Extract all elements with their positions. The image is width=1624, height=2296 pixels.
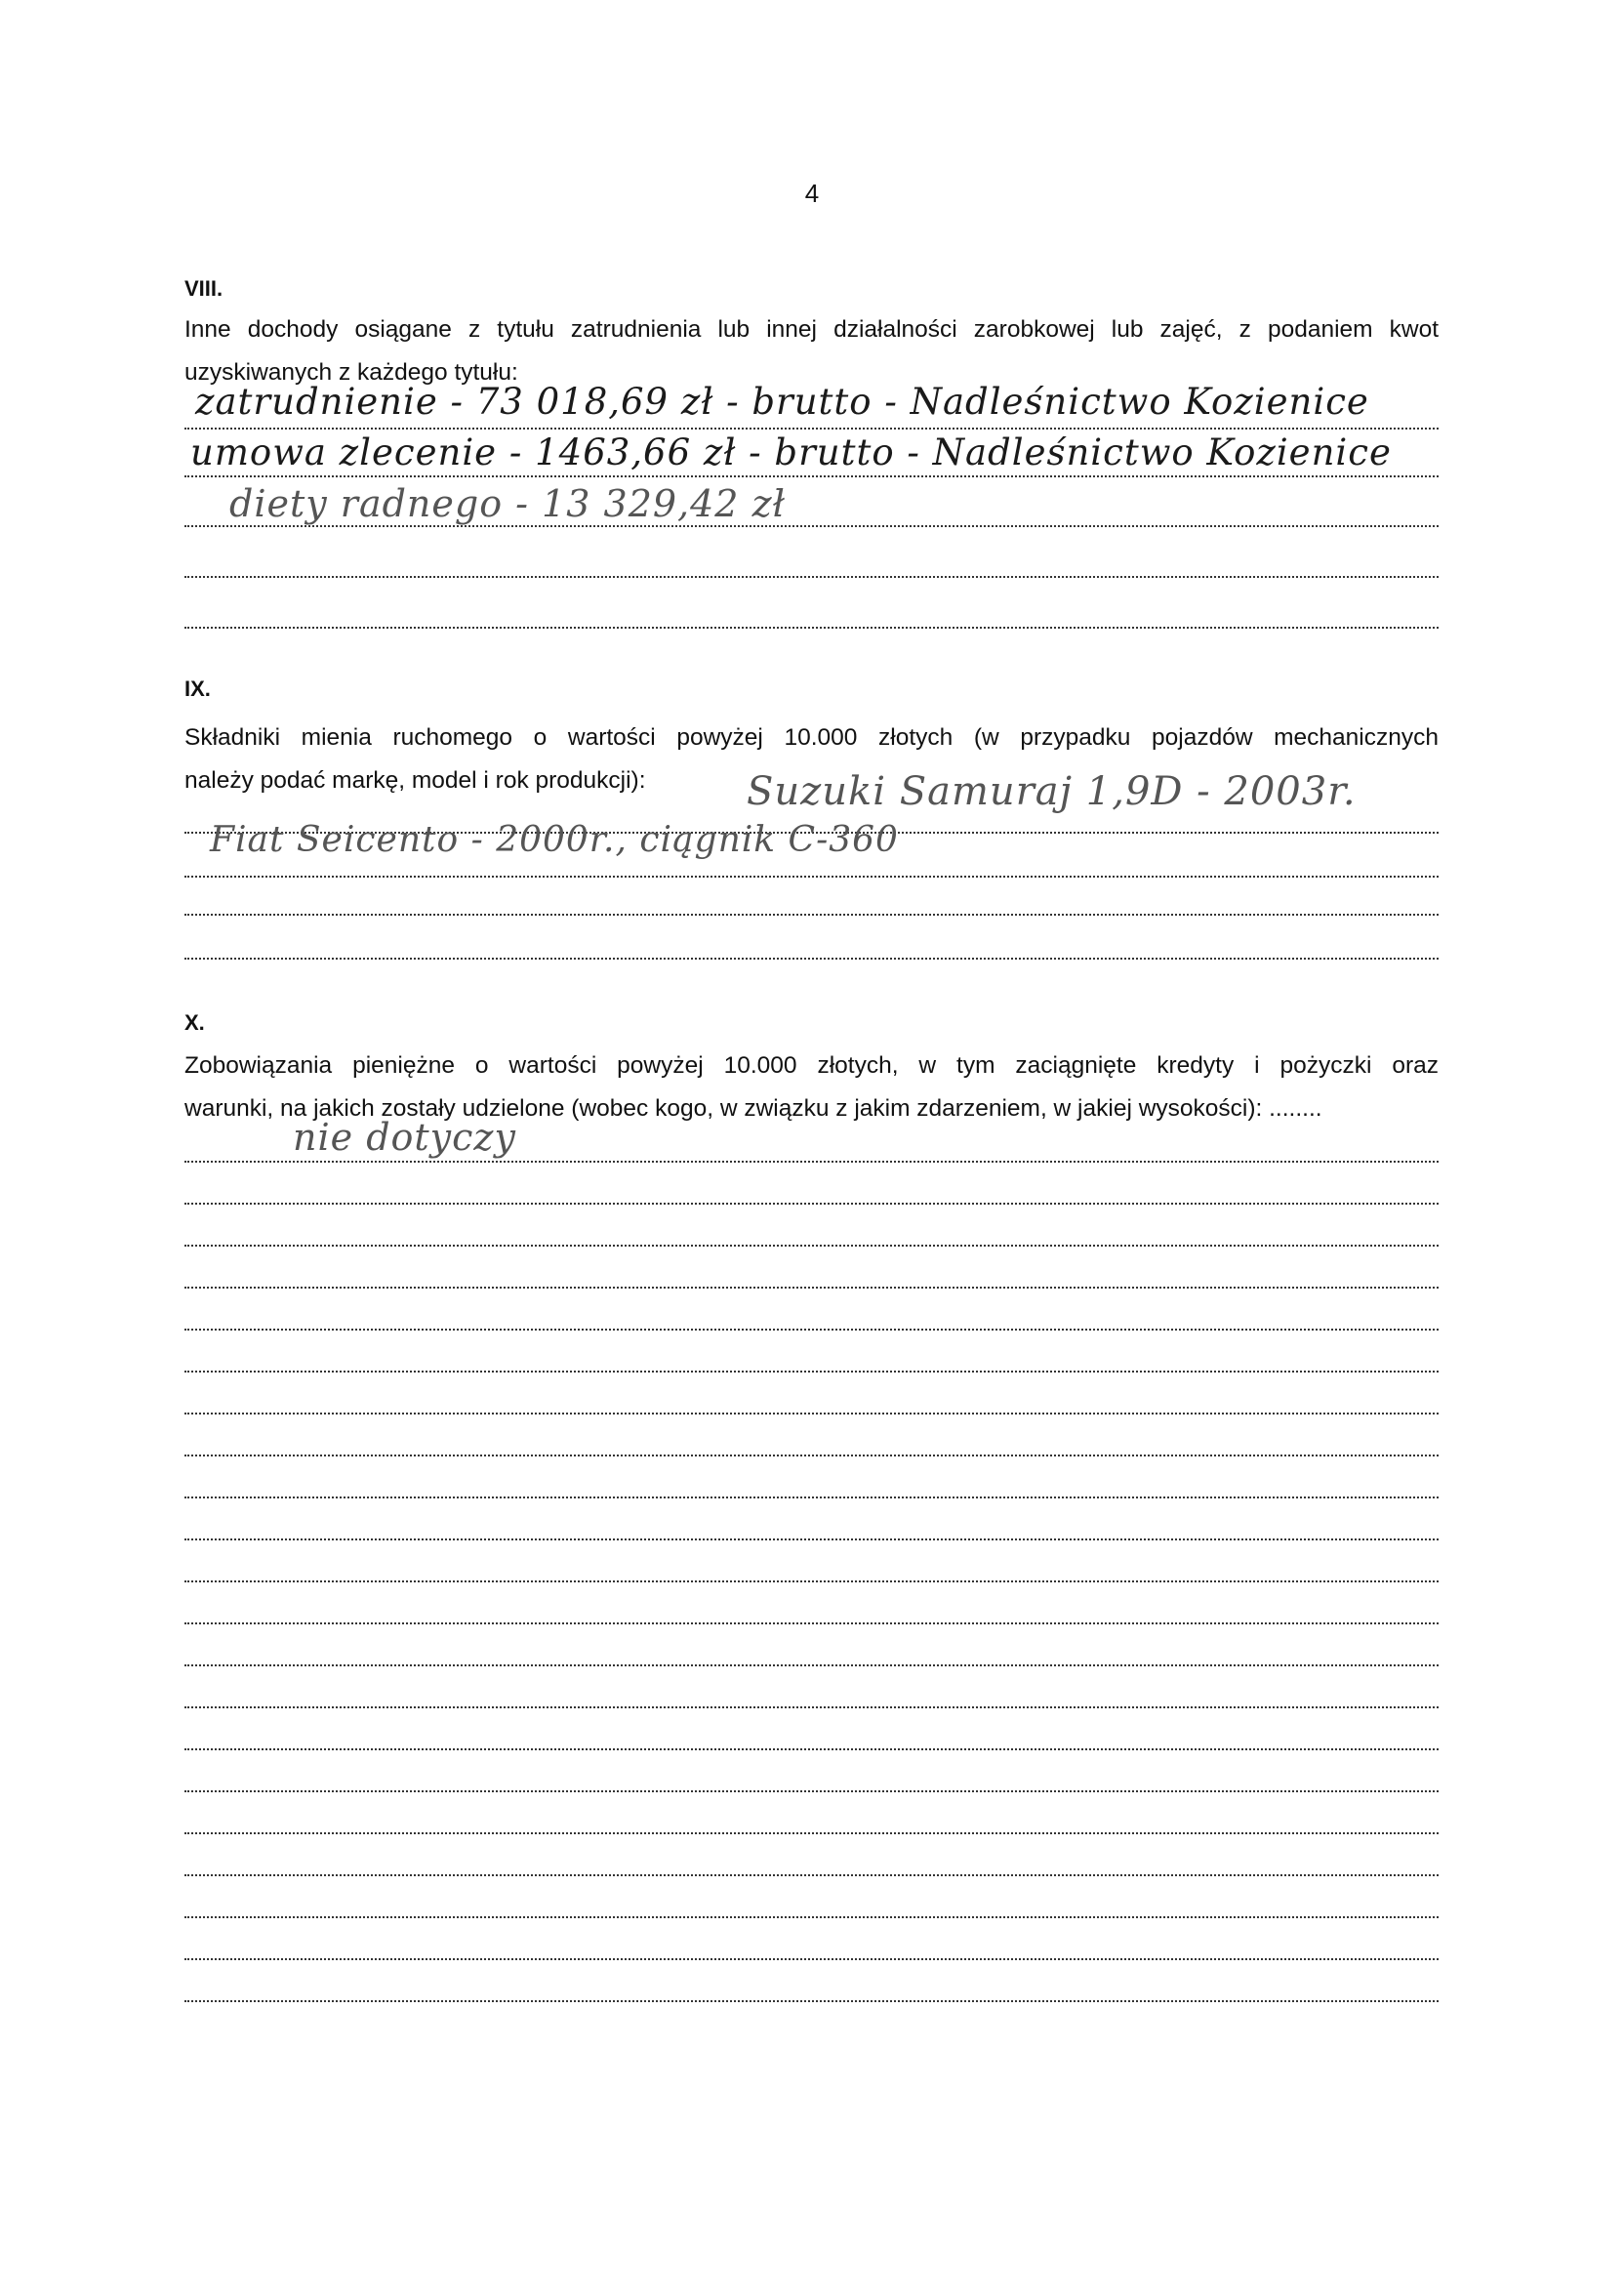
answer-line: [184, 958, 1439, 960]
answer-line: [184, 914, 1439, 916]
answer-line: [184, 1287, 1439, 1289]
answer-line: [184, 1203, 1439, 1205]
section-viii-question-line1: Inne dochody osiągane z tytułu zatrudnienia lub innej działalności zarobkowej lub zajęć, z podaniem kwot: [184, 316, 1439, 343]
answer-line: [184, 1413, 1439, 1414]
answer-line: [184, 876, 1439, 878]
answer-line: [184, 428, 1439, 430]
answer-line: [184, 2000, 1439, 2002]
answer-line: [184, 1790, 1439, 1792]
section-x-question-line1: Zobowiązania pieniężne o wartości powyżej 10.000 złotych, w tym zaciągnięte kredyty i pożyczki oraz: [184, 1052, 1439, 1079]
answer-line: [184, 1874, 1439, 1876]
section-ix-number: IX.: [184, 676, 211, 701]
answer-line: [184, 1622, 1439, 1624]
answer-line: [184, 1580, 1439, 1582]
section-viii-answer-1: zatrudnienie - 73 018,69 zł - brutto - Nadleśnictwo Kozienice: [195, 381, 1369, 423]
answer-line: [184, 1371, 1439, 1373]
answer-line: [184, 1664, 1439, 1666]
answer-line: [184, 627, 1439, 629]
section-viii-answer-3: diety radnego - 13 329,42 zł: [229, 482, 786, 525]
answer-line: [184, 1455, 1439, 1456]
answer-line: [184, 1748, 1439, 1750]
section-ix-question-line1: Składniki mienia ruchomego o wartości powyżej 10.000 złotych (w przypadku pojazdów mechanicznych: [184, 724, 1439, 751]
page-number: 4: [804, 179, 820, 208]
section-x-answer: nie dotyczy: [293, 1116, 516, 1159]
answer-line: [184, 1916, 1439, 1918]
section-viii-answer-2: umowa zlecenie - 1463,66 zł - brutto - Nadleśnictwo Kozienice: [190, 431, 1392, 473]
section-x-number: X.: [184, 1010, 205, 1035]
answer-line: [184, 1329, 1439, 1331]
answer-line: [184, 1706, 1439, 1708]
answer-line: [184, 525, 1439, 527]
answer-line: [184, 1832, 1439, 1834]
answer-line: [184, 576, 1439, 578]
answer-line: [184, 1496, 1439, 1498]
answer-line: [184, 1958, 1439, 1960]
section-ix-question-line2: należy podać markę, model i rok produkcji):: [184, 767, 646, 794]
section-viii-question-line2: uzyskiwanych z każdego tytułu:: [184, 359, 518, 386]
section-ix-answer-2: Fiat Seicento - 2000r., ciągnik C-360: [210, 820, 899, 860]
section-viii-number: VIII.: [184, 276, 223, 301]
answer-line: [184, 1161, 1439, 1163]
answer-line: [184, 1245, 1439, 1247]
answer-line: [184, 1538, 1439, 1540]
section-ix-answer-1: Suzuki Samuraj 1,9D - 2003r.: [747, 769, 1357, 814]
answer-line: [184, 475, 1439, 477]
section-x-question-line2: warunki, na jakich zostały udzielone (wobec kogo, w związku z jakim zdarzeniem, w jakiej wysokości): ........: [184, 1095, 1322, 1122]
